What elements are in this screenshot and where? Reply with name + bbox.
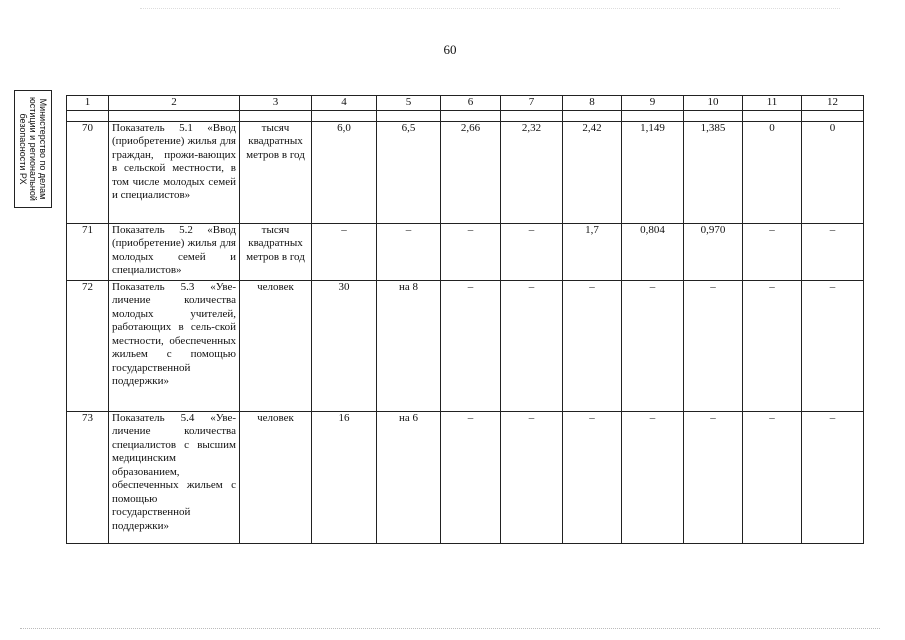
value-cell: – (802, 280, 864, 411)
value-cell: 30 (312, 280, 377, 411)
value-cell: 0 (743, 121, 802, 223)
value-cell: 2,66 (441, 121, 501, 223)
table-row (67, 223, 864, 280)
value-cell: – (622, 411, 684, 543)
value-cell: – (501, 280, 563, 411)
row-number: 73 (67, 411, 109, 543)
value-cell: 6,5 (377, 121, 441, 223)
value-cell: – (684, 280, 743, 411)
column-header: 11 (743, 96, 802, 111)
value-cell: на 8 (377, 280, 441, 411)
value-cell: – (441, 411, 501, 543)
value-cell: – (743, 280, 802, 411)
column-header: 7 (501, 96, 563, 111)
unit-cell: тысяч квадратных метров в год (240, 223, 312, 280)
indicator-name: Показатель 5.3 «Уве-личение количества молодых учителей, работающих в сель-ской местности, обеспеченных жильем с помощью государственной поддержки» (109, 280, 240, 411)
table-spacer-row (67, 110, 864, 121)
registration-stamp (14, 90, 52, 208)
row-number: 71 (67, 223, 109, 280)
column-header: 5 (377, 96, 441, 111)
value-cell: – (501, 411, 563, 543)
value-cell: – (743, 223, 802, 280)
indicator-name: Показатель 5.4 «Уве-личение количества специалистов с высшим медицинским образованием, обеспеченных жильем с помощью государственной поддержки» (109, 411, 240, 543)
value-cell: 0,970 (684, 223, 743, 280)
table-row (67, 121, 864, 223)
value-cell: 2,32 (501, 121, 563, 223)
column-header: 10 (684, 96, 743, 111)
stamp-line: безопасности РХ (18, 113, 28, 185)
value-cell: – (622, 280, 684, 411)
value-cell: – (802, 223, 864, 280)
value-cell: – (441, 223, 501, 280)
row-number: 72 (67, 280, 109, 411)
column-header: 2 (109, 96, 240, 111)
scan-artifact-bottom (20, 628, 880, 630)
indicator-name: Показатель 5.2 «Ввод (приобретение) жилья для молодых семей и специалистов» (109, 223, 240, 280)
value-cell: 0 (802, 121, 864, 223)
value-cell: – (563, 280, 622, 411)
indicator-name: Показатель 5.1 «Ввод (приобретение) жилья для граждан, прожи-вающих в сельской местности, в том числе молодых семей и специалистов» (109, 121, 240, 223)
value-cell: 0,804 (622, 223, 684, 280)
column-header: 8 (563, 96, 622, 111)
column-header: 1 (67, 96, 109, 111)
page-number: 60 (443, 42, 457, 57)
table-row (67, 280, 864, 411)
value-cell: – (563, 411, 622, 543)
column-header: 6 (441, 96, 501, 111)
stamp-line: юстиции и региональной (28, 97, 38, 201)
column-header: 3 (240, 96, 312, 111)
value-cell: 1,149 (622, 121, 684, 223)
value-cell: – (684, 411, 743, 543)
unit-cell: человек (240, 280, 312, 411)
unit-cell: тысяч квадратных метров в год (240, 121, 312, 223)
column-header: 4 (312, 96, 377, 111)
table-header-row (67, 96, 864, 111)
value-cell: – (501, 223, 563, 280)
column-header: 12 (802, 96, 864, 111)
table-row (67, 411, 864, 543)
value-cell: 6,0 (312, 121, 377, 223)
indicators-table (66, 95, 864, 544)
stamp-line: Министерство по делам (38, 98, 48, 200)
row-number: 70 (67, 121, 109, 223)
scan-artifact-top (140, 8, 840, 10)
value-cell: – (377, 223, 441, 280)
value-cell: – (312, 223, 377, 280)
value-cell: 2,42 (563, 121, 622, 223)
column-header: 9 (622, 96, 684, 111)
value-cell: 1,385 (684, 121, 743, 223)
value-cell: – (743, 411, 802, 543)
value-cell: – (441, 280, 501, 411)
value-cell: на 6 (377, 411, 441, 543)
value-cell: 1,7 (563, 223, 622, 280)
value-cell: 16 (312, 411, 377, 543)
value-cell: – (802, 411, 864, 543)
stamp-text (18, 93, 48, 205)
unit-cell: человек (240, 411, 312, 543)
